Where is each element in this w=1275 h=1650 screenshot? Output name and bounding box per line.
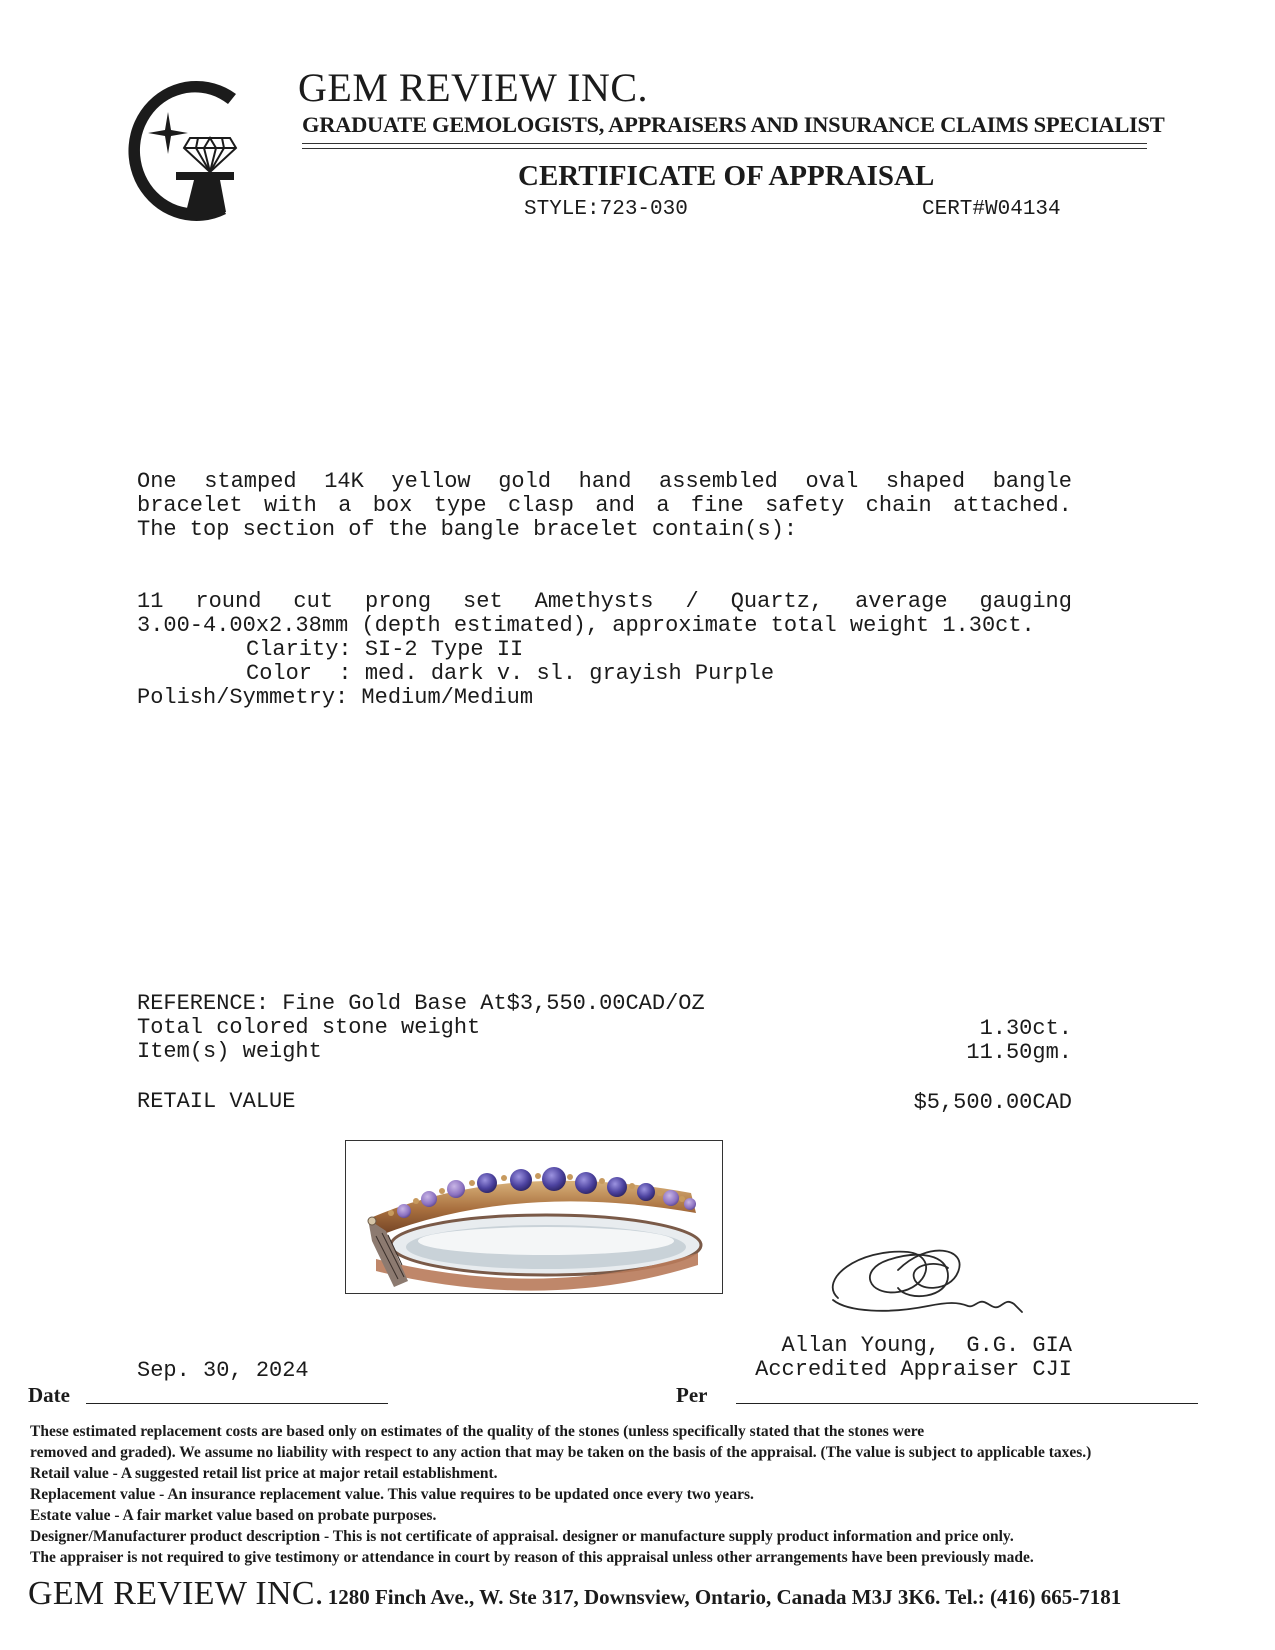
description-line-2-word: type	[433, 493, 487, 518]
certificate-title: CERTIFICATE OF APPRAISAL	[518, 160, 935, 192]
description-line-2-word: a	[338, 493, 352, 518]
stones-line-1-word: prong	[365, 589, 432, 614]
retail-value-label: RETAIL VALUE	[137, 1089, 296, 1114]
stone-weight-value: 1.30ct.	[979, 1016, 1072, 1041]
stones-line-1-word: set	[463, 589, 503, 614]
description-line-1-word: stamped	[204, 469, 297, 494]
bracelet-photo	[345, 1140, 723, 1294]
footer	[28, 1575, 1121, 1613]
description-line-2-word: attached.	[953, 493, 1072, 518]
gem-review-logo	[108, 72, 246, 222]
disclaimer-replacement-value: Replacement value - An insurance replacement value. This value requires to be updated once every two years.	[30, 1486, 754, 1503]
style-number: STYLE:723-030	[524, 198, 688, 221]
header-rule-top	[302, 143, 1147, 144]
bangle-bracelet-image	[346, 1141, 722, 1293]
appraisal-date: Sep. 30, 2024	[137, 1358, 309, 1383]
description-line-1-word: oval	[805, 469, 859, 494]
item-weight-label: Item(s) weight	[137, 1039, 322, 1064]
stone-weight-label: Total colored stone weight	[137, 1015, 481, 1040]
disclaimer-line-2: removed and graded). We assume no liability with respect to any action that may be taken on the basis of the appraisal. (The value is subject to applicable taxes.)	[30, 1444, 1092, 1461]
description-line-2-word: safety	[765, 493, 845, 518]
stones-line-2: 3.00-4.00x2.38mm (depth estimated), approximate total weight 1.30ct.	[137, 613, 1035, 638]
appraiser-title: Accredited Appraiser CJI	[755, 1357, 1072, 1382]
stones-line-1-word: Amethysts	[534, 589, 654, 614]
disclaimer-testimony: The appraiser is not required to give testimony or attendance in court by reason of this appraisal unless other arrangements have been previously made.	[30, 1549, 1034, 1566]
description-line-2-word: and	[595, 493, 635, 518]
per-line	[736, 1403, 1198, 1404]
description-line-1-word: 14K	[324, 469, 364, 494]
appraiser-name: Allan Young, G.G. GIA	[781, 1333, 1072, 1358]
description-line-2-word: fine	[690, 493, 744, 518]
per-label: Per	[676, 1383, 708, 1407]
header-rule-bottom	[302, 148, 1147, 149]
disclaimer-line-1: These estimated replacement costs are based only on estimates of the quality of the stones (unless specifically stated that the stones were	[30, 1423, 925, 1440]
stones-line-1-word: /	[685, 589, 699, 614]
disclaimer-designer: Designer/Manufacturer product description - This is not certificate of appraisal. designer or manufacture supply product information and price only.	[30, 1528, 1014, 1545]
description-line-1-word: One	[137, 469, 177, 494]
description-line-1-word: hand	[578, 469, 632, 494]
description-line-2-word: with	[264, 493, 317, 518]
company-tagline: GRADUATE GEMOLOGISTS, APPRAISERS AND INSURANCE CLAIMS SPECIALIST	[302, 112, 1165, 137]
stones-line-1	[137, 590, 1072, 614]
stones-line-1-word: 11	[137, 589, 164, 614]
polish-symmetry-line: Polish/Symmetry: Medium/Medium	[137, 685, 534, 710]
stones-line-1-word: cut	[293, 589, 334, 614]
disclaimer-retail-value: Retail value - A suggested retail list price at major retail establishment.	[30, 1465, 498, 1482]
retail-value-amount: $5,500.00CAD	[913, 1090, 1072, 1115]
date-line	[86, 1403, 388, 1404]
certificate-number: CERT#W04134	[922, 198, 1061, 221]
description-line-1-word: yellow	[391, 469, 471, 494]
appraiser-signature	[818, 1240, 1058, 1328]
description-line-3: The top section of the bangle bracelet contain(s):	[137, 517, 798, 542]
color-line: Color : med. dark v. sl. grayish Purple	[246, 661, 775, 686]
disclaimer-estate-value: Estate value - A fair market value based on probate purposes.	[30, 1507, 437, 1524]
date-label: Date	[28, 1383, 70, 1407]
stones-line-1-word: average	[855, 589, 948, 614]
description-line-1-word: bangle	[992, 469, 1072, 494]
stones-line-1-word: round	[195, 589, 262, 614]
footer-company-name: GEM REVIEW INC.	[28, 1575, 324, 1612]
clarity-line: Clarity: SI-2 Type II	[246, 637, 524, 662]
description-line-2-word: bracelet	[137, 493, 243, 518]
description-line-2-word: chain	[865, 493, 932, 518]
footer-address: 1280 Finch Ave., W. Ste 317, Downsview, Ontario, Canada M3J 3K6. Tel.: (416) 665-7181	[327, 1585, 1122, 1609]
gold-base-reference: REFERENCE: Fine Gold Base At$3,550.00CAD/OZ	[137, 991, 705, 1016]
stones-line-1-word: gauging	[979, 589, 1072, 614]
description-line-2	[137, 494, 1072, 518]
description-line-1	[137, 470, 1072, 494]
description-line-2-word: a	[656, 493, 670, 518]
description-line-1-word: assembled	[659, 469, 778, 494]
description-line-1-word: shaped	[885, 469, 966, 494]
description-line-2-word: box	[372, 493, 413, 518]
item-weight-value: 11.50gm.	[966, 1040, 1072, 1065]
stones-line-1-word: Quartz,	[730, 589, 824, 614]
description-line-2-word: clasp	[507, 493, 574, 518]
company-name: GEM REVIEW INC.	[298, 65, 649, 110]
description-line-1-word: gold	[498, 469, 552, 494]
